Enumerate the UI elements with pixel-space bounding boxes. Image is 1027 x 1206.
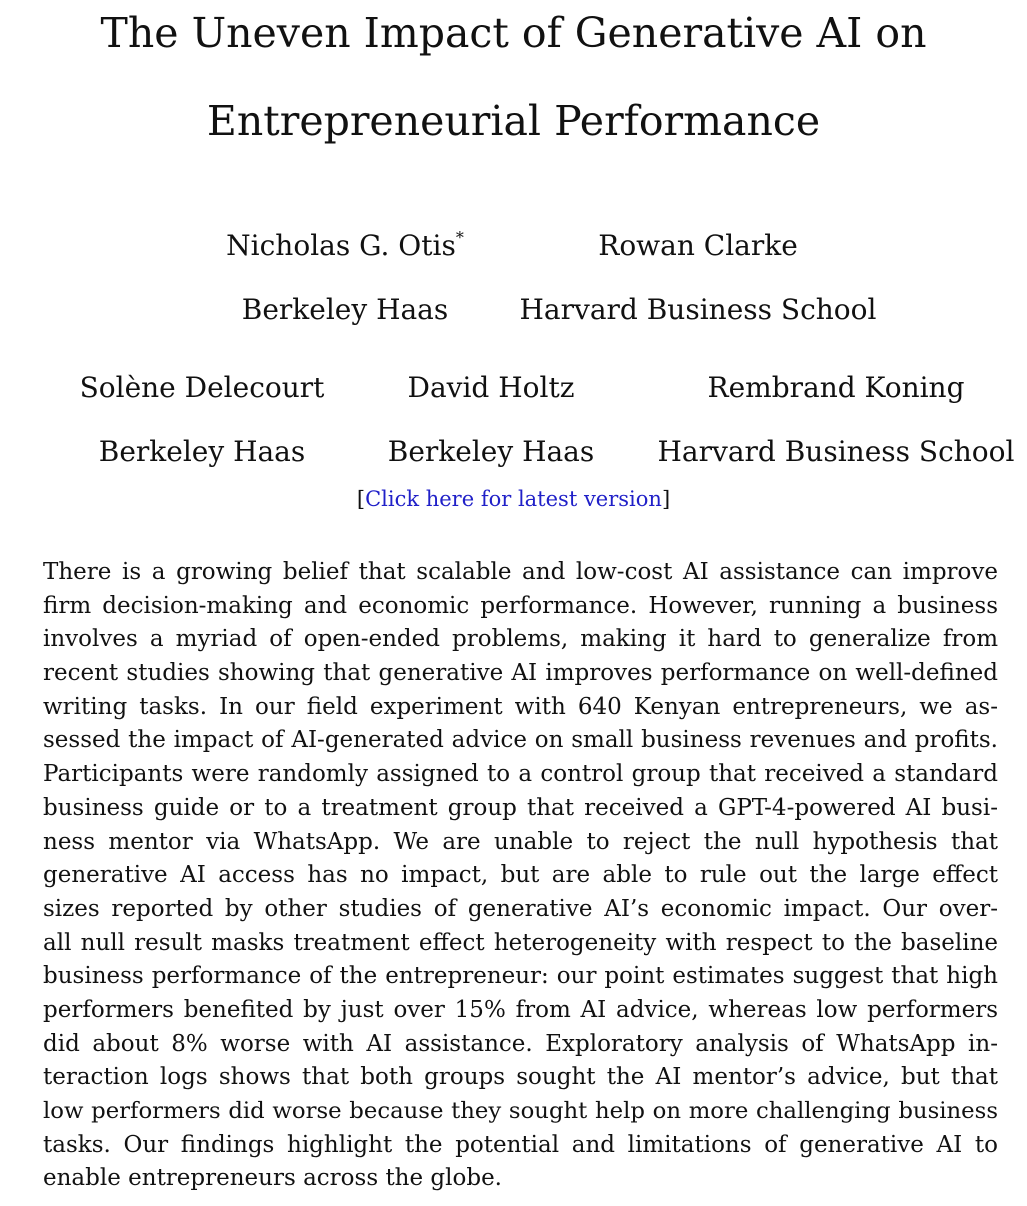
author-name: Solène Delecourt: [79, 371, 325, 404]
author-name: [200, 228, 490, 262]
abstract-line: all null result masks treatment effect heterogeneity with respect to the baseline: [43, 929, 998, 956]
abstract-line: business performance of the entrepreneur: our point estimates suggest that high: [43, 963, 998, 990]
author-affiliation: Berkeley Haas: [241, 293, 449, 326]
author-affiliation: Harvard Business School: [519, 293, 877, 326]
abstract-line: recent studies showing that generative AI improves performance on well-defined: [43, 660, 998, 687]
abstract-line: business guide or to a treatment group that received a GPT-4-powered AI busi-: [43, 794, 998, 821]
abstract-line: generative AI access has no impact, but are able to rule out the large effect: [43, 862, 998, 889]
title-line-2: Entrepreneurial Performance: [206, 97, 821, 145]
abstract-line: did about 8% worse with AI assistance. Exploratory analysis of WhatsApp in-: [43, 1030, 998, 1057]
author-affiliation: Harvard Business School: [657, 435, 1015, 468]
abstract-line: involves a myriad of open-ended problems, making it hard to generalize from: [43, 626, 998, 653]
author-name: Rowan Clarke: [598, 229, 798, 262]
abstract-line: firm decision-making and economic performance. However, running a business: [43, 592, 998, 619]
bracket-open: [: [356, 487, 366, 511]
author-name: Rembrand Koning: [707, 371, 965, 404]
author-name-text: Nicholas G. Otis: [226, 229, 456, 262]
author-name: David Holtz: [407, 371, 575, 404]
abstract-line: sessed the impact of AI-generated advice on small business revenues and profits.: [43, 727, 998, 754]
abstract-line: performers benefited by just over 15% from AI advice, whereas low performers: [43, 996, 998, 1023]
latest-version-line: [0, 489, 1027, 510]
abstract-line: sizes reported by other studies of generative AI’s economic impact. Our over-: [43, 895, 998, 922]
abstract-line: writing tasks. In our field experiment with 640 Kenyan entrepreneurs, we as-: [43, 693, 998, 720]
latest-version-link[interactable]: Click here for latest version: [365, 487, 662, 511]
bracket-close: ]: [661, 487, 671, 511]
abstract-line: ness mentor via WhatsApp. We are unable to reject the null hypothesis that: [43, 828, 998, 855]
abstract-line: tasks. Our findings highlight the potential and limitations of generative AI to: [43, 1131, 998, 1158]
author-affiliation: Berkeley Haas: [98, 435, 306, 468]
abstract: [43, 556, 998, 1196]
author-footnote-marker: *: [455, 228, 464, 247]
abstract-line: teraction logs shows that both groups sought the AI mentor’s advice, but that: [43, 1064, 998, 1091]
abstract-line: There is a growing belief that scalable and low-cost AI assistance can improve: [43, 559, 998, 585]
abstract-line: low performers did worse because they sought help on more challenging business: [43, 1098, 998, 1124]
abstract-line: enable entrepreneurs across the globe.: [43, 1165, 502, 1192]
title-line-1: The Uneven Impact of Generative AI on: [100, 9, 927, 57]
author-affiliation: Berkeley Haas: [387, 435, 595, 468]
abstract-line: Participants were randomly assigned to a control group that received a standard: [43, 761, 998, 788]
